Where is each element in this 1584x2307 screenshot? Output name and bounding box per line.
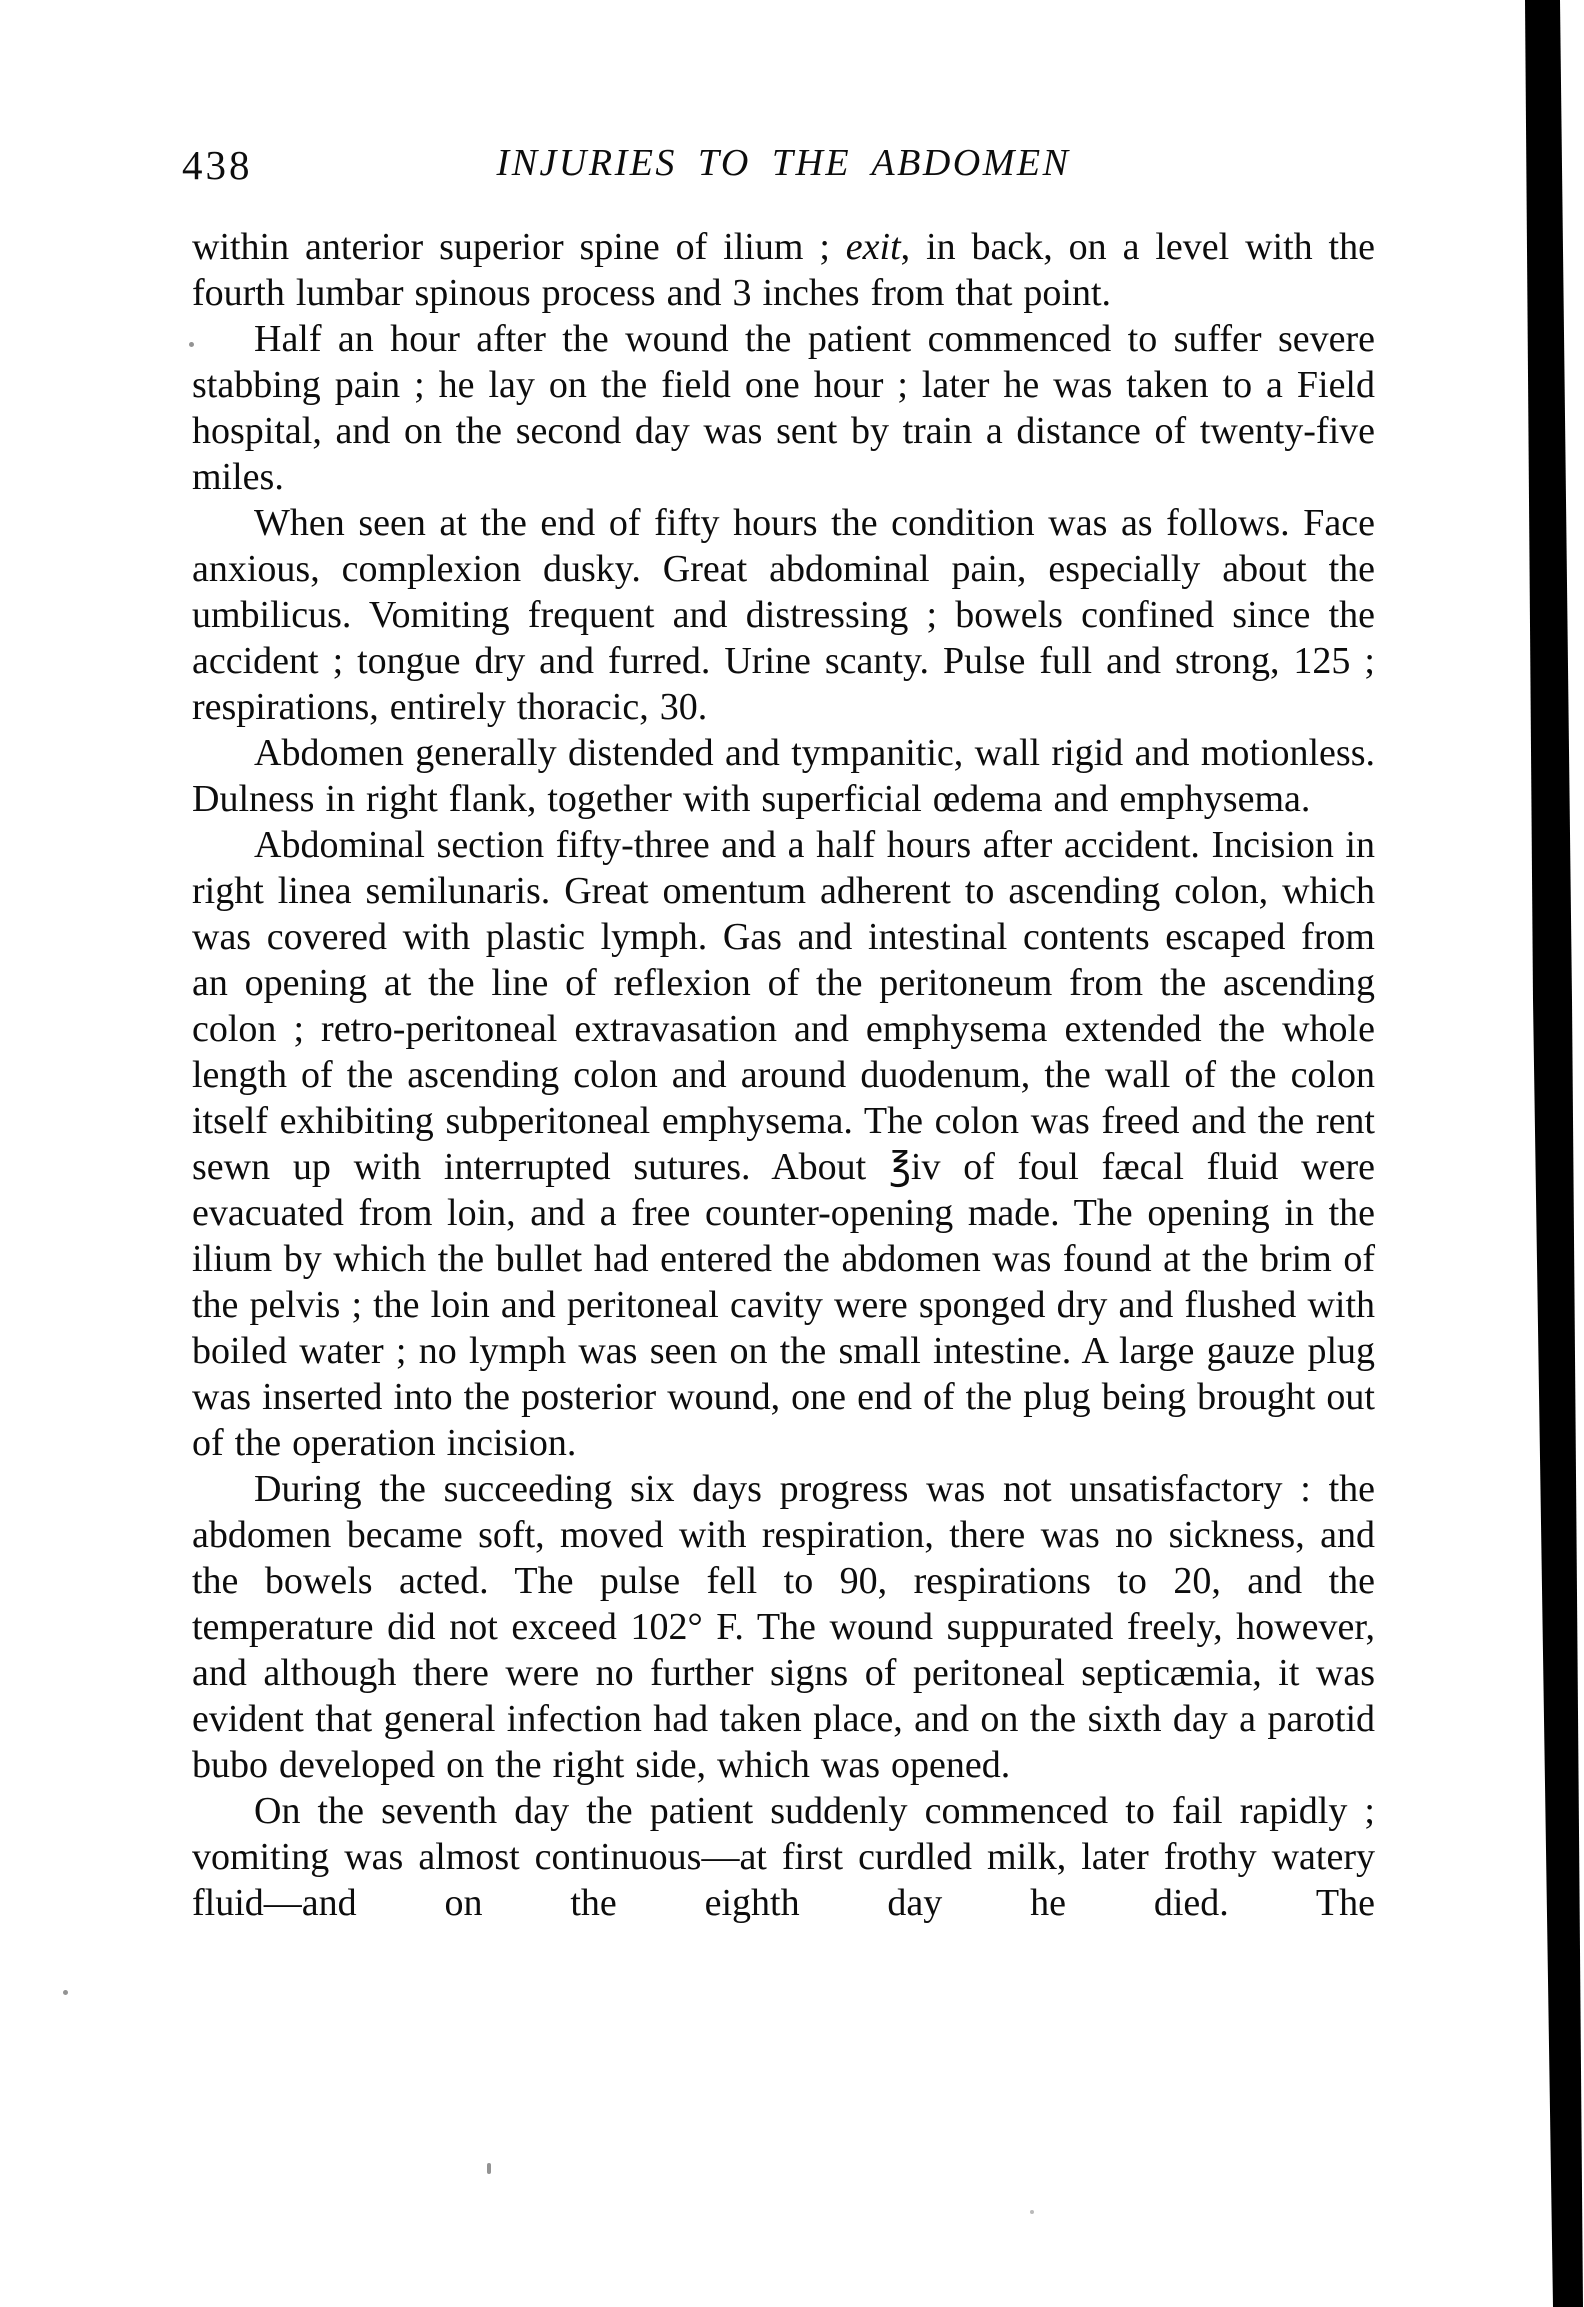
- ink-speck: [189, 342, 194, 347]
- ink-speck: [487, 2163, 491, 2174]
- paragraph: Abdominal section fifty-three and a half hours after accident. Incision in right linea semilunaris. Great omentum adherent to ascending colon, which was covered with plastic lymph. Gas and intestinal contents escaped from an opening at the line of reflexion of the peritoneum from the ascending colon ; retro-peritoneal extravasation and emphysema extended the whole length of the ascending colon and around duodenum, the wall of the colon itself exhibiting subperitoneal emphysema. The colon was freed and the rent sewn up with interrupted sutures. About ℥iv of foul fæcal fluid were evacuated from loin, and a free counter-opening made. The opening in the ilium by which the bullet had entered the abdomen was found at the brim of the pelvis ; the loin and peritoneal cavity were sponged dry and flushed with boiled water ; no lymph was seen on the small intestine. A large gauze plug was inserted into the posterior wound, one end of the plug being brought out of the operation incision.: [192, 824, 1375, 1464]
- paragraph: On the seventh day the patient suddenly commenced to fail rapidly ; vomiting was almost continuous—at first curdled milk, later frothy watery fluid—and on the eighth day he died. The: [192, 1790, 1375, 1924]
- running-title: INJURIES TO THE ABDOMEN: [496, 142, 1071, 184]
- paragraph: During the succeeding six days progress was not unsatisfactory : the abdomen became soft, moved with respiration, there was no sickness, and the bowels acted. The pulse fell to 90, respirations to 20, and the temperature did not exceed 102° F. The wound suppurated freely, however, and although there were no further signs of peritoneal septicæmia, it was evident that general infection had taken place, and on the sixth day a parotid bubo developed on the right side, which was opened.: [192, 1468, 1375, 1786]
- running-head: [182, 141, 1375, 188]
- italic-word: exit: [845, 226, 901, 268]
- paragraph-text: , in back, on a level with the fourth lumbar spinous process and 3 inches from that point.: [192, 226, 1375, 314]
- paragraph: When seen at the end of fifty hours the condition was as follows. Face anxious, complexion dusky. Great abdominal pain, especially about the umbilicus. Vomiting frequent and distressing ; bowels confined since the accident ; tongue dry and furred. Urine scanty. Pulse full and strong, 125 ; respirations, entirely thoracic, 30.: [192, 502, 1375, 728]
- paragraph-text: within anterior superior spine of ilium ;: [192, 226, 846, 268]
- paragraph: Abdomen generally distended and tympanitic, wall rigid and motionless. Dulness in right flank, together with superficial œdema and emphysema.: [192, 732, 1375, 820]
- ink-speck: [63, 1990, 68, 1995]
- paragraph-continued: [192, 224, 1375, 316]
- page-body: [192, 224, 1375, 1926]
- paragraph: Half an hour after the wound the patient commenced to suffer severe stabbing pain ; he lay on the field one hour ; later he was taken to a Field hospital, and on the second day was sent by train a distance of twenty-five miles.: [192, 318, 1375, 498]
- page-number: 438: [182, 142, 253, 188]
- ink-speck: [1030, 2210, 1034, 2214]
